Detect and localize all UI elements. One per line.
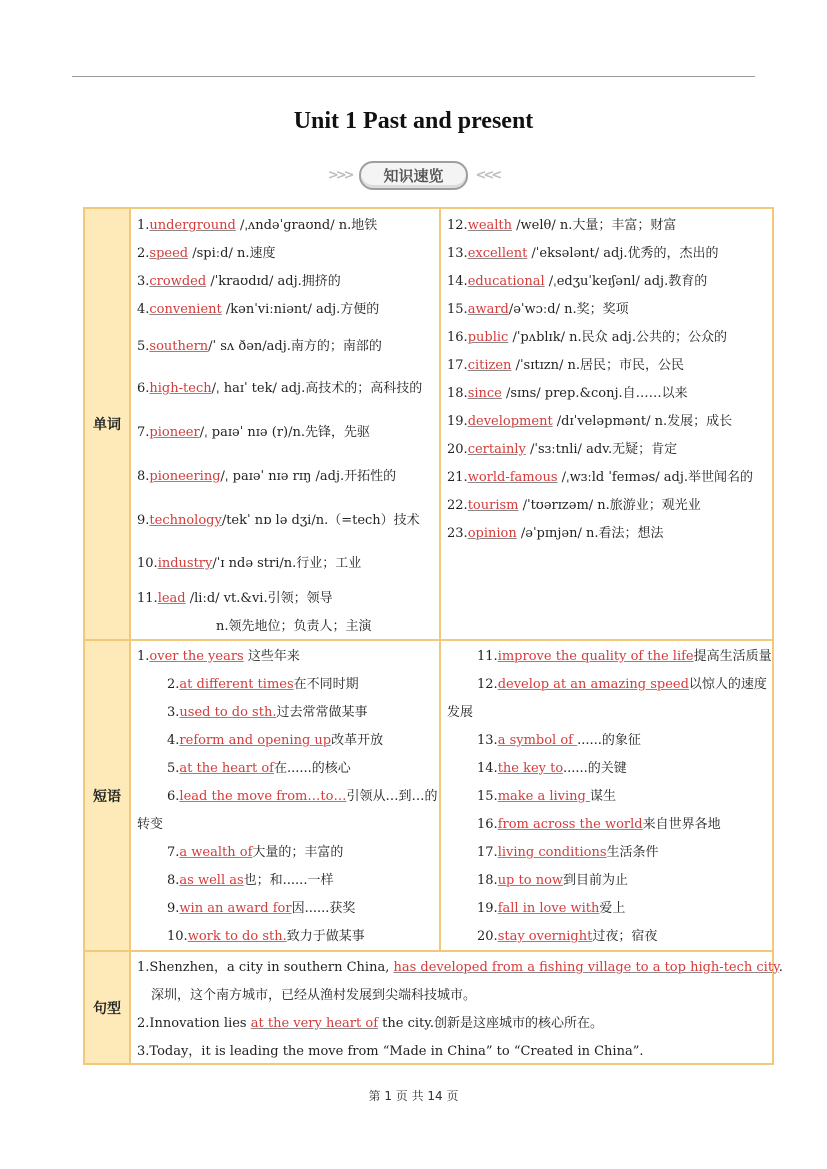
phrase-item: 17.living conditions生活条件: [477, 845, 659, 860]
phrase-item: 8.as well as也；和......一样: [167, 873, 334, 888]
word-item: 8.pioneering/ˌ paɪəˈ nɪə rɪŋ /adj.开拓性的: [137, 469, 397, 484]
key-phrase: develop at an amazing speed: [497, 677, 689, 692]
word-item: 3.crowded /ˈkraʊdɪd/ adj.拥挤的: [137, 274, 341, 289]
phrase-item: 7.a wealth of大量的；丰富的: [167, 845, 344, 860]
phrase-item: 4.reform and opening up改革开放: [167, 733, 384, 748]
phrase-item: 13.a symbol of ......的象征: [477, 733, 641, 748]
key-phrase: a symbol of: [497, 733, 578, 748]
keyword: citizen: [467, 358, 512, 373]
phrase-item: 14.the key to......的关键: [477, 761, 627, 776]
phrase-item-continued: 转变: [137, 817, 164, 832]
phrase-item: 6.lead the move from…to…引领从…到…的: [167, 789, 438, 804]
key-phrase: from across the world: [497, 817, 643, 832]
keyword: educational: [467, 274, 545, 289]
word-item: 17.citizen /ˈsɪtɪzn/ n.居民；市民，公民: [447, 358, 684, 373]
key-phrase: at different times: [179, 677, 294, 692]
sentences-cell: [130, 951, 783, 1064]
word-item: 10.industry/ˈɪ ndə stri/n.行业；工业: [137, 556, 362, 571]
phrase-item: 16.from across the world来自世界各地: [477, 817, 721, 832]
word-item: 11.lead /liːd/ vt.&vi.引领；领导: [137, 591, 333, 606]
key-phrase: improve the quality of the life: [497, 649, 694, 664]
sentences-row: [84, 951, 773, 1064]
words-left-cell: [130, 208, 440, 640]
word-item: 23.opinion /əˈpɪnjən/ n.看法；想法: [447, 526, 664, 541]
key-phrase: up to now: [497, 873, 564, 888]
phrase-item: 3.used to do sth.过去常常做某事: [167, 705, 368, 720]
phrase-item: 20.stay overnight过夜；宿夜: [477, 929, 658, 944]
phrases-row: [84, 640, 773, 951]
word-item: 16.public /ˈpʌblɪk/ n.民众 adj.公共的；公众的: [447, 330, 727, 345]
keyword: since: [467, 386, 502, 401]
banner-label: 知识速览: [359, 161, 467, 190]
keyword: opinion: [467, 526, 517, 541]
key-phrase: make a living: [497, 789, 590, 804]
sentence-2: 2.Innovation lies at the very heart of the city.创新是这座城市的核心所在。: [137, 1016, 603, 1031]
keyword: southern: [149, 339, 209, 354]
key-phrase: used to do sth.: [179, 705, 277, 720]
section-banner: [0, 158, 827, 192]
word-item: 20.certainly /ˈsɜːtnli/ adv.无疑；肯定: [447, 442, 678, 457]
phrases-right-cell: [440, 640, 773, 951]
word-item: 15.award/əˈwɔːd/ n.奖；奖项: [447, 302, 629, 317]
word-item: 5.southern/ˈ sʌ ðən/adj.南方的；南部的: [137, 339, 382, 354]
key-phrase: living conditions: [497, 845, 607, 860]
category-words: 单词: [84, 208, 130, 640]
word-item: 14.educational /ˌedʒuˈkeɪʃənl/ adj.教育的: [447, 274, 708, 289]
key-phrase: reform and opening up: [179, 733, 332, 748]
keyword: high-tech: [149, 381, 212, 396]
word-item: 18.since /sɪns/ prep.&conj.自……以来: [447, 386, 688, 401]
keyword: speed: [149, 246, 189, 261]
sentence-1-translation: 深圳，这个南方城市，已经从渔村发展到尖端科技城市。: [151, 988, 477, 1003]
phrase-item: 5.at the heart of在......的核心: [167, 761, 351, 776]
header-rule: [72, 76, 755, 77]
category-sentences: 句型: [84, 951, 130, 1064]
phrase-item: 1.over the years 这些年来: [137, 649, 300, 664]
word-item: 13.excellent /ˈeksələnt/ adj.优秀的，杰出的: [447, 246, 719, 261]
key-phrase: the key to: [497, 761, 563, 776]
sentence-3: 3.Today，it is leading the move from “Made in China” to “Created in China”.: [137, 1044, 644, 1059]
phrases-left-cell: [130, 640, 440, 951]
vocabulary-table: [83, 207, 783, 1065]
phrase-item: 9.win an award for因......获奖: [167, 901, 356, 916]
key-phrase: at the very heart of: [250, 1016, 379, 1031]
phrase-item: 12.develop at an amazing speed以惊人的速度: [477, 677, 767, 692]
phrase-item: 10.work to do sth.致力于做某事: [167, 929, 365, 944]
phrase-item: 18.up to now到目前为止: [477, 873, 629, 888]
word-item: 6.high-tech/ˌ haɪˈ tek/ adj.高技术的；高科技的: [137, 381, 423, 396]
word-item: 19.development /dɪˈveləpmənt/ n.发展；成长: [447, 414, 733, 429]
phrase-item: 2.at different times在不同时期: [167, 677, 359, 692]
keyword: crowded: [149, 274, 207, 289]
word-item: 1.underground /ˌʌndəˈɡraʊnd/ n.地铁: [137, 218, 378, 233]
phrase-item: 11.improve the quality of the life提高生活质量: [477, 649, 772, 664]
keyword: public: [467, 330, 509, 345]
word-item: 21.world-famous /ˌwɜːld ˈfeɪməs/ adj.举世闻名的: [447, 470, 753, 485]
page-footer: 第 1 页 共 14 页: [368, 1089, 459, 1103]
keyword: technology: [149, 513, 222, 528]
key-phrase: work to do sth.: [187, 929, 287, 944]
keyword: wealth: [467, 218, 513, 233]
word-item-continued: n.领先地位；负责人；主演: [216, 619, 372, 634]
keyword: development: [467, 414, 553, 429]
words-row: [84, 208, 773, 640]
key-phrase: lead the move from…to…: [179, 789, 347, 804]
word-item: 9.technology/tekˈ nɒ lə dʒi/n.（=tech）技术: [137, 513, 420, 528]
keyword: pioneer: [149, 425, 200, 440]
chevron-left-icon: <<<: [475, 167, 500, 183]
keyword: certainly: [467, 442, 526, 457]
word-item: 12.wealth /welθ/ n.大量；丰富；财富: [447, 218, 677, 233]
words-right-cell: [440, 208, 773, 640]
keyword: award: [467, 302, 509, 317]
keyword: world-famous: [467, 470, 558, 485]
keyword: tourism: [467, 498, 519, 513]
key-phrase: as well as: [179, 873, 244, 888]
key-phrase: over the years: [149, 649, 244, 664]
keyword: industry: [157, 556, 213, 571]
key-phrase: at the heart of: [179, 761, 274, 776]
key-phrase: has developed from a fishing village to a top high-tech city: [393, 960, 779, 975]
category-phrases: 短语: [84, 640, 130, 951]
key-phrase: fall in love with: [497, 901, 600, 916]
key-phrase: a wealth of: [179, 845, 253, 860]
sentence-1: 1.Shenzhen，a city in southern China, has developed from a fishing village to a top high-tech city.: [137, 960, 783, 975]
keyword: excellent: [467, 246, 528, 261]
phrase-item-continued: 发展: [447, 705, 474, 720]
word-item: 4.convenient /kənˈviːniənt/ adj.方便的: [137, 302, 380, 317]
key-phrase: win an award for: [179, 901, 292, 916]
page-title: Unit 1 Past and present: [293, 108, 534, 134]
keyword: convenient: [149, 302, 222, 317]
chevron-right-icon: >>>: [327, 167, 352, 183]
key-phrase: stay overnight: [497, 929, 593, 944]
keyword: underground: [149, 218, 236, 233]
word-item: 22.tourism /ˈtʊərɪzəm/ n.旅游业；观光业: [447, 498, 701, 513]
word-item: 7.pioneer/ˌ paɪəˈ nɪə (r)/n.先锋，先驱: [137, 425, 371, 440]
phrase-item: 15.make a living 谋生: [477, 789, 617, 804]
keyword: pioneering: [149, 469, 221, 484]
keyword: lead: [157, 591, 186, 606]
word-item: 2.speed /spiːd/ n.速度: [137, 246, 276, 261]
phrase-item: 19.fall in love with爱上: [477, 901, 626, 916]
